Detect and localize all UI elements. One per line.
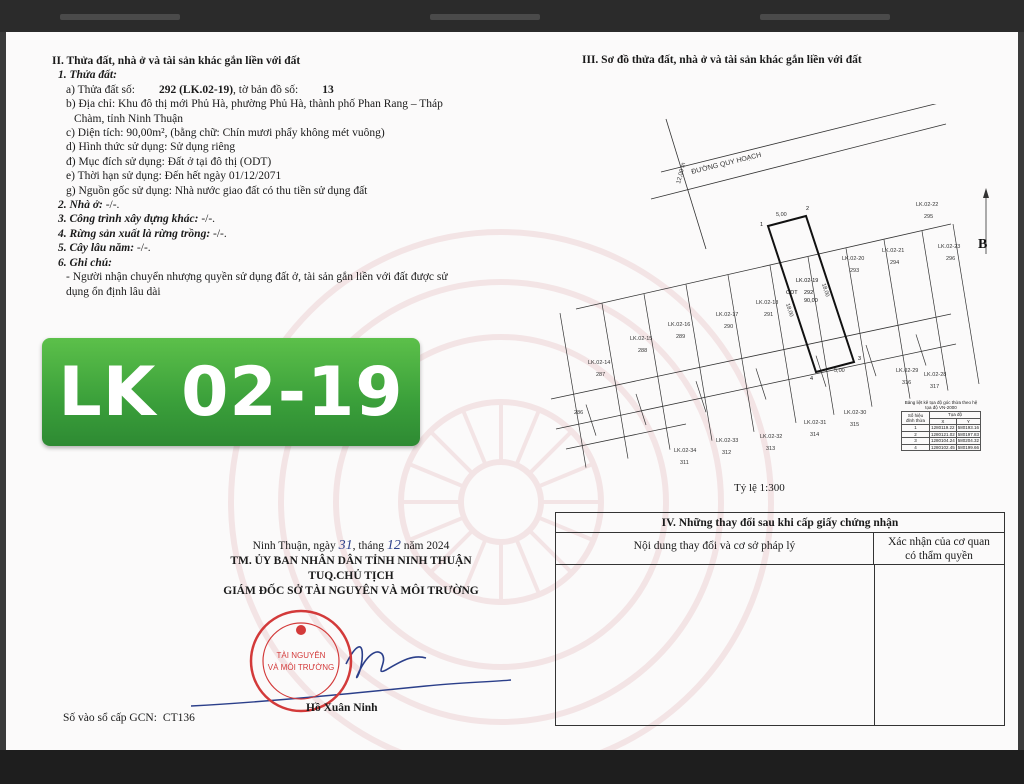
main-lot-odt: ODT (786, 290, 798, 296)
coord-point: 2 (902, 431, 930, 438)
viewer-top-bar (0, 0, 1024, 32)
corner-label: 4 (810, 376, 814, 382)
notes-title: 6. Ghi chú: (58, 256, 112, 269)
lot-number: 295 (924, 214, 934, 220)
coord-point: 4 (902, 444, 930, 451)
lot-number: 293 (850, 268, 860, 274)
signature-block (196, 538, 506, 599)
main-lot-area: 90,00 (804, 298, 818, 304)
lot-number: 312 (722, 450, 732, 456)
sign-date: Ninh Thuận, ngày 31, tháng 12 năm 2024 (252, 538, 450, 553)
sign-month: 12 (386, 538, 401, 553)
coord-x: 1280119.22 (931, 425, 955, 431)
coord-x: 1280102.45 (930, 444, 955, 450)
lot-number: 315 (850, 422, 860, 428)
lot-code: LK.02-34 (674, 448, 697, 454)
coordinate-row (902, 438, 981, 445)
faded-text (430, 14, 540, 20)
lot-code: LK.02-32 (760, 434, 783, 440)
coordinate-table-caption: Bảng liệt kê tọa độ góc thửa theo hệ tọa độ VN-2000 (904, 400, 978, 410)
note-line-1: - Người nhận chuyển nhượng quyền sử dụng đất ở, tài sản gắn liền với đất được sử (66, 271, 448, 284)
section-iii-title: III. Sơ đồ thửa đất, nhà ở và tài sản khác gắn liền với đất (582, 54, 862, 66)
use-purpose-line: đ) Mục đích sử dụng: Đất ở tại đô thị (ODT) (66, 155, 272, 168)
svg-text:TÀI NGUYÊN: TÀI NGUYÊN (276, 651, 326, 660)
subsection-1-title: 1. Thửa đất: (58, 69, 117, 82)
use-origin-line: g) Nguồn gốc sử dụng: Nhà nước giao đất có thu tiền sử dụng đất (66, 184, 368, 197)
map-sheet-number: 13 (322, 83, 334, 96)
viewer-bottom-bar (0, 750, 1024, 784)
main-lot-number: 292 (804, 290, 814, 296)
lot-number: 286 (574, 410, 584, 416)
lot-number: 316 (902, 380, 912, 386)
lot-number: 313 (766, 446, 776, 452)
lot-boundary (728, 275, 754, 432)
lot-code: LK.02-31 (804, 420, 827, 426)
coord-y: 580204.32 (957, 438, 979, 444)
address-line-2: Chàm, tỉnh Ninh Thuận (74, 112, 184, 125)
coordinate-table (901, 400, 981, 451)
coord-y: 580199.66 (957, 444, 979, 450)
lot-number: 317 (930, 384, 940, 390)
sign-org-1: TM. ỦY BAN NHÂN DÂN TỈNH NINH THUẬN (230, 555, 472, 567)
sign-org-3: GIÁM ĐỐC SỞ TÀI NGUYÊN VÀ MÔI TRƯỜNG (223, 585, 479, 597)
lot-code: LK.02-20 (842, 256, 865, 262)
signer-name: Hồ Xuân Ninh (306, 702, 378, 714)
parcel-number-line: a) Thửa đất số: 292 (LK.02-19), tờ bản đồ số: 13 (66, 83, 334, 96)
use-term-line: e) Thời hạn sử dụng: Đến hết ngày 01/12/2071 (66, 170, 282, 183)
lot-code: LK.02-16 (668, 322, 691, 328)
forest-line: 4. Rừng sản xuất là rừng trồng: -/-. (58, 227, 227, 240)
map-scale: Tỷ lệ 1:300 (734, 482, 785, 494)
lot-code: LK.02-22 (916, 202, 939, 208)
house-line: 2. Nhà ở: -/-. (58, 199, 120, 212)
use-form-line: d) Hình thức sử dụng: Sử dụng riêng (66, 141, 236, 154)
lot-boundary (686, 285, 712, 441)
sign-org-2: TUQ.CHỦ TỊCH (308, 570, 394, 582)
section-iv-title: IV. Những thay đổi sau khi cấp giấy chứng nhận (556, 513, 1004, 533)
lot-boundary (644, 294, 670, 450)
lot-code: LK.02-17 (716, 312, 739, 318)
lot-boundary (866, 345, 876, 376)
address-line-1: b) Địa chỉ: Khu đô thị mới Phủ Hà, phường Phủ Hà, thành phố Phan Rang – Tháp (66, 98, 443, 111)
lot-code: LK.02-21 (882, 248, 905, 254)
lot-code: LK.02-15 (630, 336, 653, 342)
lot-boundary (586, 405, 596, 436)
lot-number: 289 (676, 334, 686, 340)
road-width: 12,00 m (676, 161, 688, 185)
faded-text (60, 14, 180, 20)
north-arrow-label: B (978, 237, 988, 252)
coord-point: 3 (902, 438, 930, 445)
corner-label: 1 (760, 222, 764, 228)
lot-boundary (756, 368, 766, 399)
coord-x: 1280104.24 (930, 438, 955, 444)
changes-content-header: Nội dung thay đổi và cơ sở pháp lý (556, 533, 874, 565)
section-ii (52, 54, 512, 299)
changes-column-divider (874, 565, 875, 725)
road-label: ĐƯỜNG QUY HOẠCH (690, 151, 763, 176)
lot-code: LK.02-18 (756, 300, 779, 306)
note-line-2: dụng ổn định lâu dài (66, 285, 161, 298)
col-x: X (929, 418, 956, 425)
faded-text (760, 14, 890, 20)
lot-code: LK.02-23 (938, 244, 961, 250)
col-y: Y (956, 418, 980, 425)
coordinate-row (902, 444, 981, 451)
perennial-line: 5. Cây lâu năm: -/-. (58, 242, 151, 255)
lot-code: LK.02-28 (924, 372, 947, 378)
lot-length-right: 18,00 (820, 282, 831, 298)
col-coord-group: Tọa độ (929, 412, 980, 419)
lot-boundary (922, 231, 948, 391)
registry-number: Số vào sổ cấp GCN: CT136 (63, 712, 195, 724)
main-lot-code: LK.02-19 (796, 278, 819, 284)
coordinate-row (902, 431, 981, 438)
lot-number: 314 (810, 432, 820, 438)
land-certificate-page (6, 32, 1018, 750)
lot-length-left: 18,00 (784, 302, 795, 318)
lot-width-bottom: 5,00 (834, 368, 845, 374)
lot-number: 294 (890, 260, 900, 266)
col-point: Số hiệu đỉnh thửa (902, 412, 930, 425)
section-ii-title: II. Thửa đất, nhà ở và tài sản khác gắn liền với đất (52, 55, 301, 67)
lot-number: 296 (946, 256, 956, 262)
area-line: c) Diện tích: 90,00m², (bằng chữ: Chín mươi phẩy không mét vuông) (66, 127, 385, 140)
parcel-number: 292 (LK.02-19) (158, 83, 234, 96)
lot-number: 287 (596, 372, 606, 378)
lot-boundary (916, 334, 926, 365)
lot-width-top: 5,00 (776, 212, 787, 218)
lot-badge-text: LK 02-19 (58, 352, 404, 432)
coordinate-row (902, 425, 981, 432)
coord-y: 580193.16 (957, 425, 979, 431)
lot-number: 291 (764, 312, 774, 318)
lot-number: 290 (724, 324, 734, 330)
lot-number: 288 (638, 348, 648, 354)
lot-code: LK.02-30 (844, 410, 867, 416)
lot-boundary (560, 313, 586, 467)
coord-point: 1 (902, 425, 930, 432)
corner-label: 3 (858, 356, 862, 362)
red-seal (246, 606, 356, 716)
coord-x: 1280121.02 (930, 431, 955, 437)
sign-day: 31 (338, 538, 353, 553)
lot-badge (42, 338, 420, 446)
other-works-line: 3. Công trình xây dựng khác: -/-. (58, 213, 216, 226)
svg-text:VÀ MÔI TRƯỜNG: VÀ MÔI TRƯỜNG (267, 663, 335, 672)
lot-code: LK.02-14 (588, 360, 611, 366)
lot-boundary (602, 304, 628, 459)
coord-y: 580197.83 (957, 431, 979, 437)
changes-confirm-header: Xác nhận của cơ quan có thẩm quyền (888, 536, 990, 562)
lot-number: 311 (680, 460, 689, 466)
lot-code: LK.02-29 (896, 368, 919, 374)
lot-code: LK.02-33 (716, 438, 739, 444)
lot-boundary (636, 394, 646, 425)
section-iv-changes-table (555, 512, 1005, 726)
corner-label: 2 (806, 206, 810, 212)
